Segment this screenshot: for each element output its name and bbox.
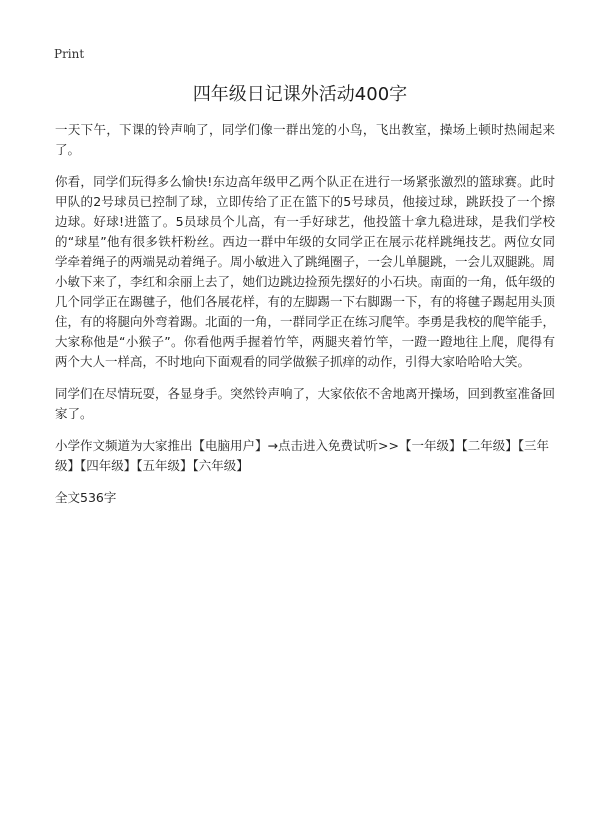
promo-line [55, 436, 555, 476]
paragraph-1: 一天下午，下课的铃声响了，同学们像一群出笼的小鸟，飞出教室，操场上顿时热闹起来了。 [55, 122, 555, 157]
article-title: 四年级日记课外活动400字 [192, 84, 408, 105]
link-grade-6[interactable]: 【六年级】 [192, 458, 249, 473]
paragraph-2: 你看，同学们玩得多么愉快!东边高年级甲乙两个队正在进行一场紧张激烈的篮球赛。此时甲队的2号球员已控制了球，立即传给了正在篮下的5号球员，他接过球，跳跃投了一个擦边球。好球!进篮了。5员球员个儿高，有一手好球艺，他投篮十拿九稳进球，是我们学校的“球星”他有很多铁杆粉丝。西边一群中年级的女同学正在展示花样跳绳技艺。两位女同学牵着绳子的两端晃动着绳子。周小敏进入了跳绳圈子，一会儿单腿跳，一会儿双腿跳。周小敏下来了，李红和余丽上去了，她们边跳边捡预先摆好的小石块。南面的一角，低年级的几个同学正在踢毽子，他们各展花样，有的左脚踢一下右脚踢一下，有的将毽子踢起用头顶住，有的将腿向外弯着踢。北面的一角，一群同学正在练习爬竿。李勇是我校的爬竿能手，大家称他是“小猴子”。你看他两手握着竹竿，两腿夹着竹竿，一蹬一蹬地往上爬，爬得有两个大人一样高，不时地向下面观看的同学做猴子抓痒的动作，引得大家哈哈哈大笑。 [55, 174, 556, 369]
print-link[interactable]: Print [54, 47, 85, 61]
link-free-trial[interactable]: →点击进入免费试听>> [267, 438, 399, 453]
link-computer-user[interactable]: 【电脑用户】 [192, 438, 268, 453]
word-count: 全文536字 [55, 490, 117, 505]
link-grade-5[interactable]: 【五年级】 [136, 458, 193, 473]
promo-prefix: 小学作文频道为大家推出 [55, 438, 193, 453]
link-grade-3[interactable]: 【三年级】 [55, 438, 549, 473]
paragraph-3: 同学们在尽情玩耍，各显身手。突然铃声响了，大家依依不舍地离开操场，回到教室准备回家了。 [55, 386, 556, 421]
link-grade-2[interactable]: 【二年级】 [461, 438, 518, 453]
link-grade-1[interactable]: 【一年级】 [398, 438, 462, 453]
link-grade-4[interactable]: 【四年级】 [80, 458, 137, 473]
article-body [55, 120, 555, 508]
